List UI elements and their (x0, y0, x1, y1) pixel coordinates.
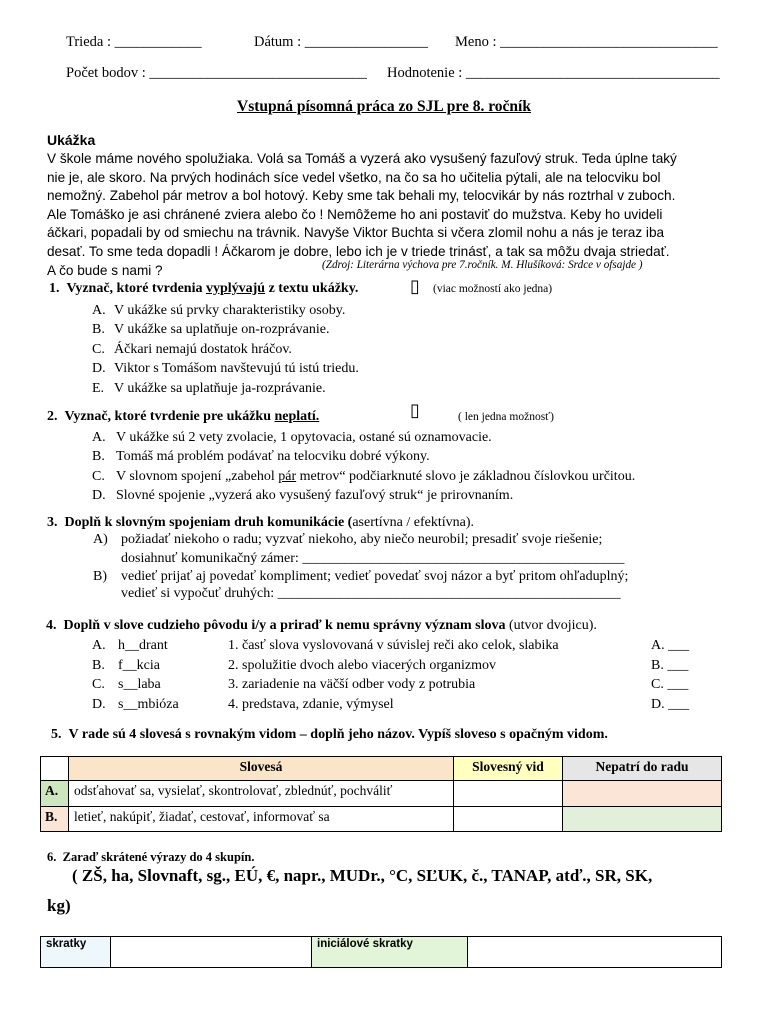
abbreviation-list: ( ZŠ, ha, Slovnaft, sg., EÚ, €, napr., MUDr., °C, SĽUK, č., TANAP, atď., SR, SK, (72, 866, 653, 885)
table-corner (41, 757, 69, 781)
question-number: 3. (47, 515, 58, 530)
points-field[interactable]: Počet bodov : ______________________________ (66, 65, 367, 81)
group-initial-abbreviations: iniciálové skratky (312, 937, 468, 968)
q3-b-line: vedieť prijať aj povedať kompliment; vedieť povedať svoj názor a byť pritom ohľaduplný; (121, 569, 629, 584)
excerpt-line: áčkari, popadali by od smiechu na trávnik. Navyše Viktor Buchta si včera zlomil nohu a nás je teraz iba (47, 225, 665, 241)
question-number: 1. (49, 281, 60, 296)
answer-slot[interactable]: A. ___ (651, 638, 690, 653)
header-verbs: Slovesá (69, 757, 454, 781)
question-text: Doplň v slove cudzieho pôvodu i/y a priraď k nemu správny význam slova (63, 618, 506, 633)
page-title: Vstupná písomná práca zo SJL pre 8. ročník (237, 98, 531, 115)
row-verbs: odsťahovať sa, vysielať, skontrolovať, zblednúť, pochváliť (69, 781, 454, 807)
excerpt-line: desať. To sme teda dopadli ! Áčkarom je dobre, lebo ich je v triede trinásť, a tak sa môžu dvaja striedať. (47, 243, 670, 259)
question-note: (viac možností ako jedna) (433, 283, 553, 295)
word-item: B. f__kcia (92, 657, 160, 673)
excerpt-line: nemožný. Zabehol pár metrov a bol hotový. Keby sme tak behali my, telocvikár by nás roztrhal v zuboch. (47, 188, 676, 204)
group-abbreviations-answer[interactable] (111, 937, 312, 968)
question-text-end: z textu ukážky. (265, 281, 359, 296)
row-label: A. (41, 781, 69, 807)
word-item: D. s__mbióza (92, 697, 179, 713)
odd-one-cell[interactable] (563, 807, 722, 832)
q3-a-answer-line[interactable]: dosiahnuť komunikačný zámer: ______________________________________________ (121, 551, 625, 566)
question-3 (47, 515, 474, 531)
row-label: B. (41, 807, 69, 832)
option-item[interactable]: A. V ukážke sú 2 vety zvolacie, 1 opytovacia, ostané sú oznamovacie. (92, 430, 492, 445)
excerpt-line: V škole máme nového spolužiaka. Volá sa Tomáš a vyzerá ako vysušený fazuľový struk. Teda úplne taký (47, 151, 677, 166)
q3-a-letter: A) (93, 532, 108, 547)
missing-glyph-icon: ▯ (410, 276, 420, 297)
option-item[interactable]: B. V ukážke sa uplatňuje on-rozprávanie. (92, 322, 330, 338)
excerpt-text (47, 150, 677, 262)
aspect-cell[interactable] (454, 781, 563, 807)
question-emphasis: neplatí. (274, 409, 320, 424)
word-item: C. s__laba (92, 677, 161, 693)
answer-slot[interactable]: B. ___ (651, 657, 689, 673)
date-field[interactable]: Dátum : _________________ (254, 34, 428, 50)
group-initial-abbreviations-answer[interactable] (468, 937, 722, 968)
meaning-item: 2. spolužitie dvoch alebo viacerých organizmov (228, 657, 496, 673)
aspect-cell[interactable] (454, 807, 563, 832)
question-hint: asertívna / efektívna). (352, 515, 475, 530)
question-emphasis: vyplývajú (205, 281, 266, 296)
question-number: 6. (47, 850, 57, 864)
question-text: Vyznač, ktoré tvrdenia (66, 281, 206, 296)
answer-slot[interactable]: C. ___ (651, 677, 689, 693)
answer-slot[interactable]: D. ___ (651, 697, 690, 713)
question-text: Vyznač, ktoré tvrdenie pre ukážku (64, 409, 275, 424)
q3-b-letter: B) (93, 569, 107, 584)
question-note: ( len jedna možnosť) (458, 411, 554, 423)
question-text: Zaraď skrátené výrazy do 4 skupín. (62, 850, 255, 864)
verb-table (40, 756, 722, 832)
q2-options (92, 428, 635, 505)
q4-words (92, 636, 179, 715)
q3-b-answer-line[interactable]: vedieť si vypočuť druhých: _________________________________________________ (121, 586, 621, 601)
header-aspect: Slovesný vid (454, 757, 563, 781)
meaning-item: 3. zariadenie na väčší odber vody z potrubia (228, 677, 476, 693)
excerpt-line: Ale Tomáško je asi chránené zviera alebo čo ! Nemôžeme ho ani postaviť do mužstva. Keby ho uvideli (47, 206, 663, 222)
grade-field[interactable]: Hodnotenie : ___________________________________ (387, 65, 720, 81)
option-item[interactable]: C. Áčkari nemajú dostatok hráčov. (92, 341, 292, 357)
q3-a-line: požiadať niekoho o radu; vyzvať niekoho, aby niečo neurobil; presadiť svoje riešenie; (121, 532, 603, 547)
option-item[interactable]: A. V ukážke sú prvky charakteristiky osoby. (92, 303, 346, 318)
option-item[interactable]: E. V ukážke sa uplatňuje ja-rozprávanie. (92, 380, 326, 396)
question-number: 5. (51, 727, 62, 742)
option-item[interactable]: C. V slovnom spojení „zabehol pár metrov“ podčiarknuté slovo je základnou číslovkou určitou. (92, 468, 636, 484)
odd-one-cell[interactable] (563, 781, 722, 807)
question-5 (51, 727, 608, 743)
question-6 (47, 850, 254, 865)
question-text: Doplň k slovným spojeniam druh komunikácie ( (64, 515, 353, 530)
header-odd-one: Nepatrí do radu (563, 757, 722, 781)
question-number: 4. (46, 618, 57, 633)
missing-glyph-icon: ▯ (410, 400, 420, 421)
excerpt-source: (Zdroj: Literárna výchova pre 7.ročník. M. Hlušíková: Srdce v ofsajde ) (322, 259, 643, 271)
question-text: V rade sú 4 slovesá s rovnakým vidom – doplň jeho názov. Vypíš sloveso s opačným vidom. (68, 727, 608, 742)
groups-table (40, 936, 722, 968)
question-number: 2. (47, 409, 58, 424)
q1-options (92, 301, 359, 398)
group-abbreviations: skratky (41, 937, 111, 968)
row-verbs: letieť, nakúpiť, žiadať, cestovať, informovať sa (69, 807, 454, 832)
option-item[interactable]: B. Tomáš má problém podávať na telocviku dobré výkony. (92, 449, 430, 465)
meaning-item: 1. časť slova vyslovovaná v súvislej reči ako celok, slabika (228, 638, 559, 653)
q4-meanings (228, 636, 559, 715)
class-field[interactable]: Trieda : ____________ (66, 34, 202, 50)
q4-answers (651, 636, 689, 715)
excerpt-line: nie je, ale skoro. Na prvých hodinách síce vedel všetko, na čo sa ho učitelia pýtali, ale na telocviku bol (47, 169, 661, 185)
excerpt-heading: Ukážka (47, 132, 96, 148)
excerpt-last-line: A čo bude s nami ? (47, 263, 163, 278)
option-item[interactable]: D. Viktor s Tomášom navštevujú tú istú triedu. (92, 361, 359, 377)
word-item: A. h__drant (92, 638, 168, 653)
question-4 (46, 618, 597, 634)
option-item[interactable]: D. Slovné spojenie „vyzerá ako vysušený fazuľový struk“ je prirovnaním. (92, 487, 514, 503)
name-field[interactable]: Meno : ______________________________ (455, 34, 718, 50)
question-hint: (utvor dvojicu). (505, 618, 597, 633)
meaning-item: 4. predstava, zdanie, výmysel (228, 697, 394, 713)
abbreviation-list-end: kg) (47, 896, 71, 915)
question-1 (49, 281, 358, 297)
question-2 (47, 409, 319, 425)
